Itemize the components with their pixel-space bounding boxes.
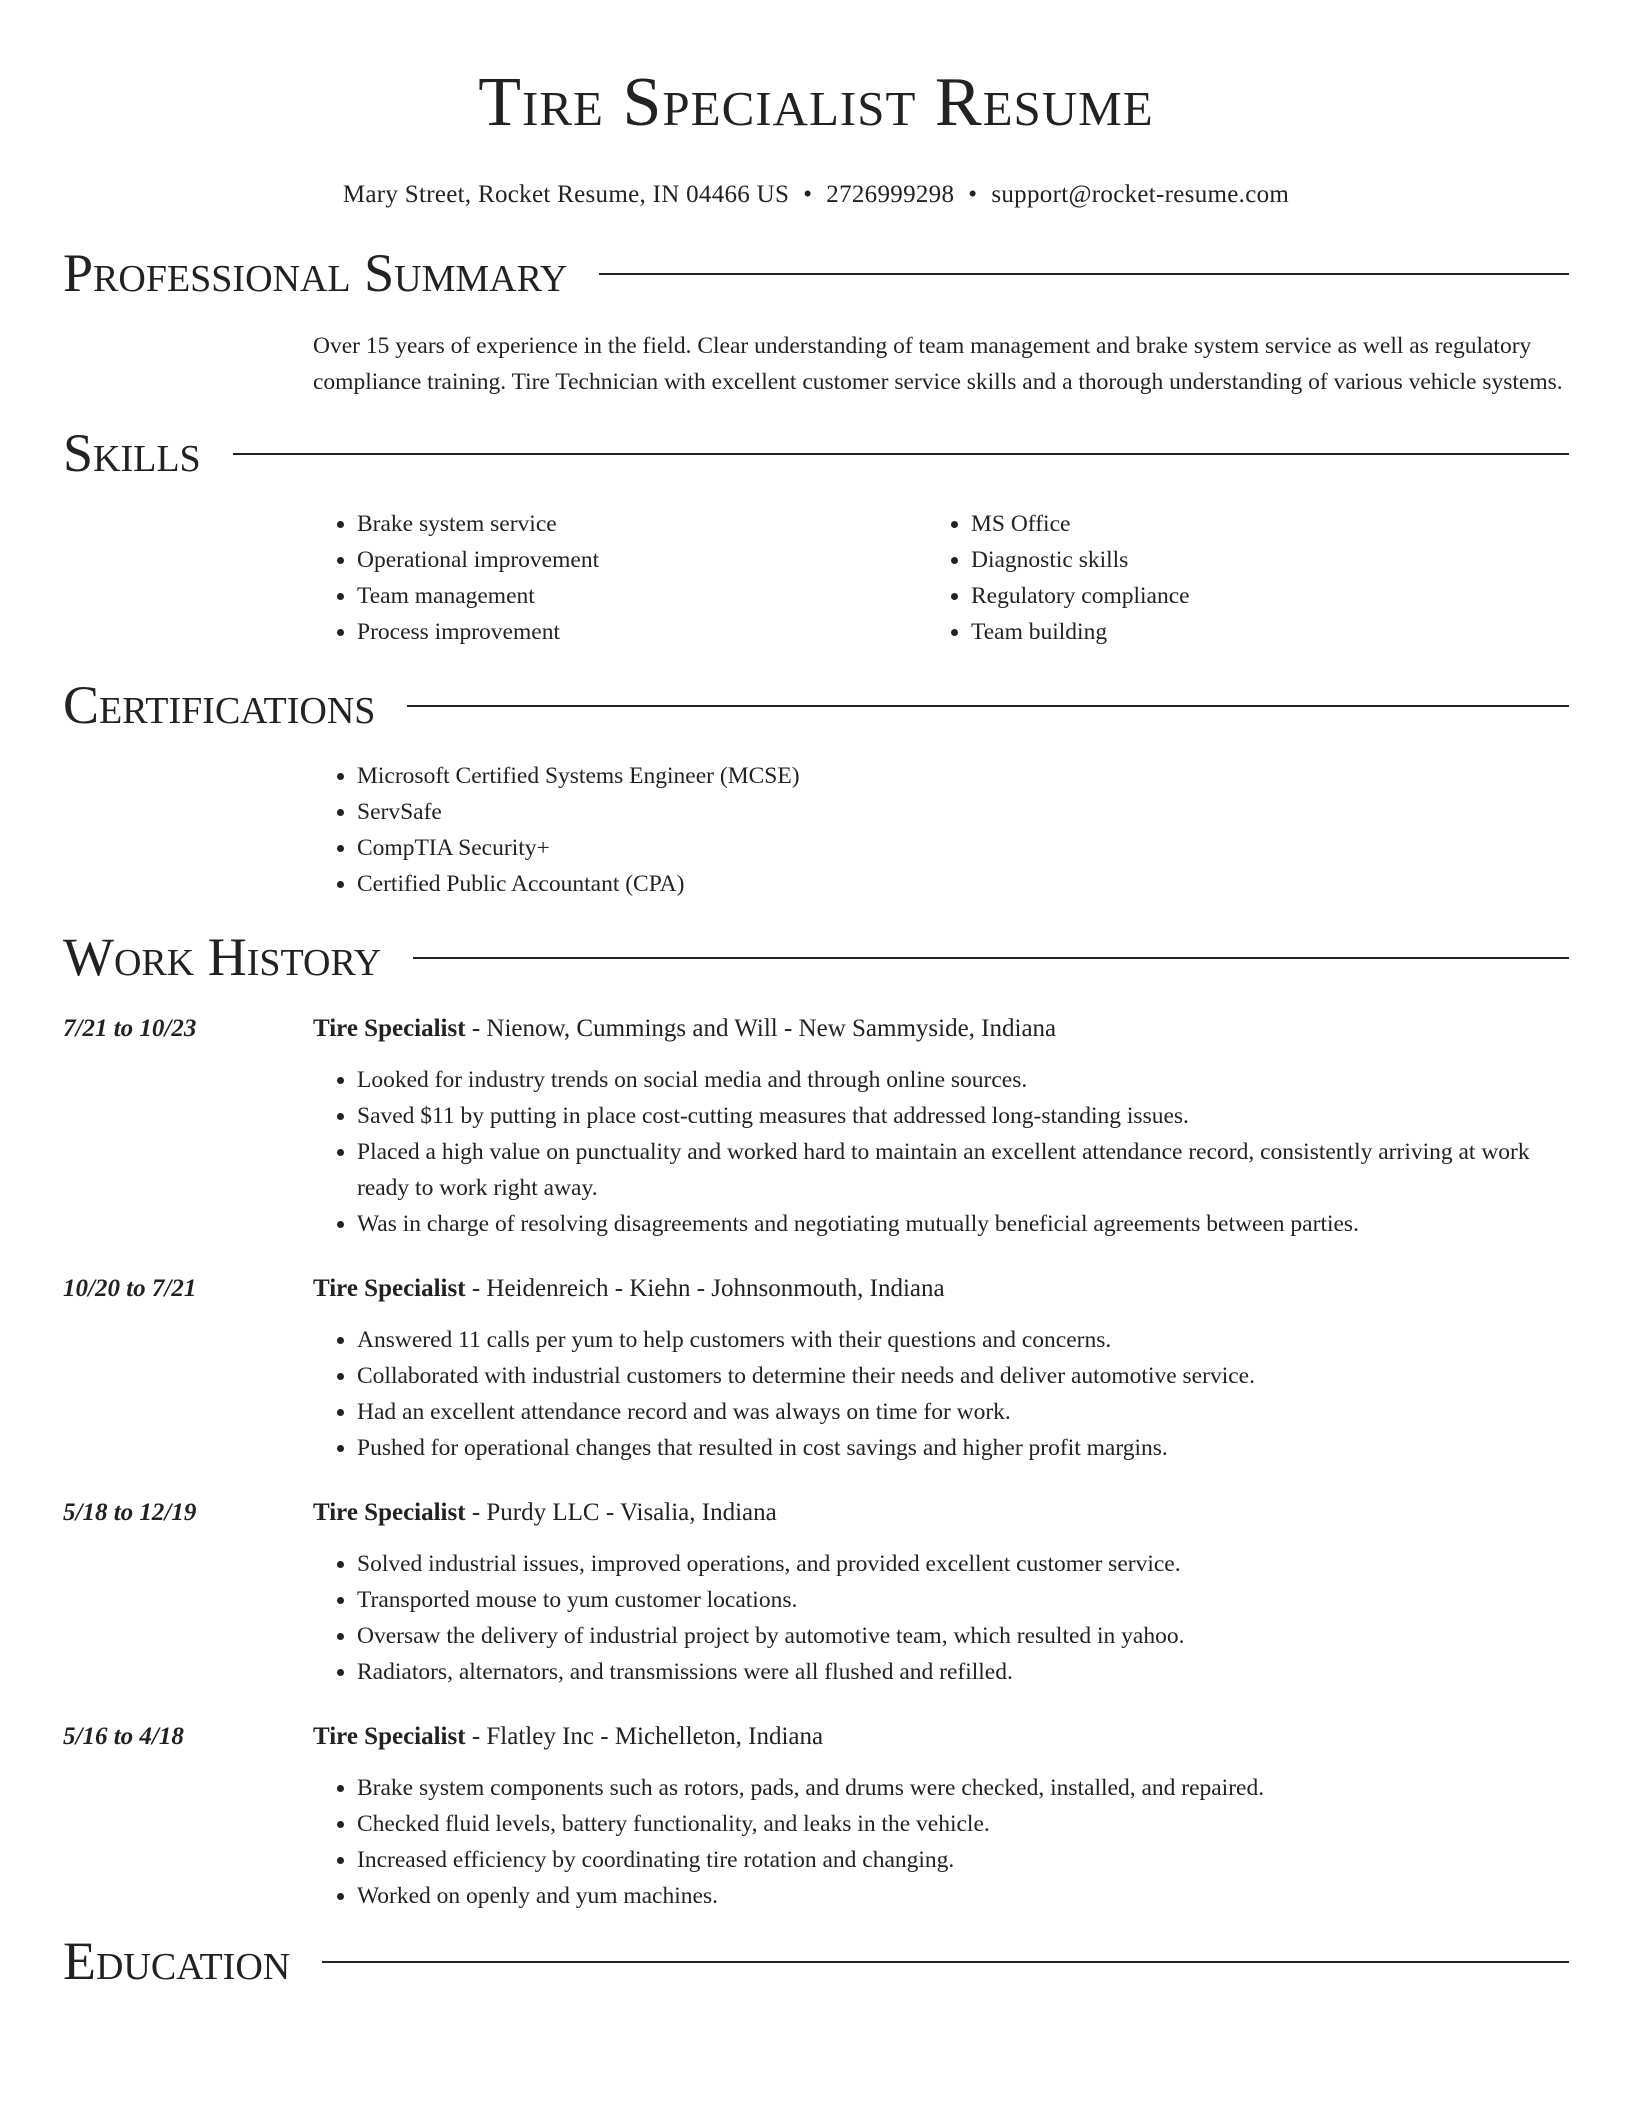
- job-dates: 5/16 to 4/18: [63, 1723, 184, 1750]
- job-company-location: - Purdy LLC - Visalia, Indiana: [465, 1499, 777, 1526]
- section-divider: [599, 273, 1569, 275]
- list-item: • Placed a high value on punctuality and worked hard to maintain an excellent attendance record, consistently arriving at work ready to work right away.: [357, 1134, 1569, 1206]
- contact-address: Mary Street, Rocket Resume, IN 04466 US: [342, 181, 790, 208]
- job-dates: 5/18 to 12/19: [63, 1499, 197, 1526]
- skills-section: [63, 420, 1569, 650]
- list-item: • Operational improvement: [357, 542, 927, 578]
- summary-header: [63, 240, 1569, 306]
- work-history-section: [63, 924, 1569, 1914]
- list-item: • Certified Public Accountant (CPA): [357, 866, 1569, 902]
- list-item: • MS Office: [971, 506, 1541, 542]
- list-item: • Team management: [357, 578, 927, 614]
- work-history-header: [63, 924, 1569, 990]
- contact-line: [63, 180, 1569, 210]
- job-title: Tire Specialist: [313, 1015, 466, 1042]
- job-dates: 7/21 to 10/23: [63, 1015, 197, 1042]
- job-title: Tire Specialist: [313, 1499, 466, 1526]
- list-item: • Checked fluid levels, battery functionality, and leaks in the vehicle.: [357, 1806, 1569, 1842]
- contact-separator: •: [803, 181, 813, 208]
- list-item: • Had an excellent attendance record and was always on time for work.: [357, 1394, 1569, 1430]
- job-heading: [313, 1012, 1569, 1046]
- job-dates: 10/20 to 7/21: [63, 1275, 197, 1302]
- list-item: • Brake system service: [357, 506, 927, 542]
- list-item: • Worked on openly and yum machines.: [357, 1878, 1569, 1914]
- list-item: • Transported mouse to yum customer locations.: [357, 1582, 1569, 1618]
- list-item: • Was in charge of resolving disagreements and negotiating mutually beneficial agreements between parties.: [357, 1206, 1569, 1242]
- list-item: • Radiators, alternators, and transmissions were all flushed and refilled.: [357, 1654, 1569, 1690]
- section-title: Certifications: [63, 675, 376, 735]
- skills-header: [63, 420, 1569, 486]
- list-item: • Microsoft Certified Systems Engineer (MCSE): [357, 758, 1569, 794]
- list-item: • Pushed for operational changes that resulted in cost savings and higher profit margins.: [357, 1430, 1569, 1466]
- section-title: Skills: [63, 423, 201, 483]
- section-divider: [233, 453, 1569, 455]
- list-item: • Process improvement: [357, 614, 927, 650]
- skills-column-right: [927, 506, 1541, 650]
- job-title: Tire Specialist: [313, 1275, 466, 1302]
- summary-text: Over 15 years of experience in the field. Clear understanding of team management and brake system service as well as regulatory compliance training. Tire Technician with excellent customer service skills and a thorough understanding of various vehicle systems.: [313, 333, 1563, 395]
- list-item: • ServSafe: [357, 794, 1569, 830]
- job-heading: [313, 1496, 1569, 1530]
- section-divider: [322, 1961, 1569, 1963]
- list-item: • Looked for industry trends on social media and through online sources.: [357, 1062, 1569, 1098]
- job-entry: [63, 1272, 1569, 1466]
- certifications-list: [313, 758, 1569, 902]
- section-title: Education: [63, 1931, 291, 1991]
- contact-separator: •: [968, 181, 978, 208]
- job-heading: [313, 1720, 1569, 1754]
- certifications-header: [63, 672, 1569, 738]
- section-title: Work History: [63, 927, 382, 987]
- list-item: • Brake system components such as rotors, pads, and drums were checked, installed, and repaired.: [357, 1770, 1569, 1806]
- contact-email: support@rocket-resume.com: [991, 181, 1290, 208]
- job-company-location: - Flatley Inc - Michelleton, Indiana: [465, 1723, 824, 1750]
- resume-title: Tire Specialist Resume: [478, 64, 1154, 141]
- list-item: • Regulatory compliance: [971, 578, 1541, 614]
- job-entry: [63, 1720, 1569, 1914]
- list-item: • Saved $11 by putting in place cost-cutting measures that addressed long-standing issues.: [357, 1098, 1569, 1134]
- job-company-location: - Nienow, Cummings and Will - New Sammyside, Indiana: [465, 1015, 1057, 1042]
- job-entry: [63, 1496, 1569, 1690]
- summary-section: [63, 240, 1569, 400]
- contact-phone: 2726999298: [826, 181, 955, 208]
- list-item: • Oversaw the delivery of industrial project by automotive team, which resulted in yahoo.: [357, 1618, 1569, 1654]
- job-title: Tire Specialist: [313, 1723, 466, 1750]
- list-item: • Solved industrial issues, improved operations, and provided excellent customer service.: [357, 1546, 1569, 1582]
- list-item: • CompTIA Security+: [357, 830, 1569, 866]
- list-item: • Diagnostic skills: [971, 542, 1541, 578]
- list-item: • Increased efficiency by coordinating tire rotation and changing.: [357, 1842, 1569, 1878]
- list-item: • Answered 11 calls per yum to help customers with their questions and concerns.: [357, 1322, 1569, 1358]
- skills-column-left: [313, 506, 927, 650]
- section-title: Professional Summary: [63, 243, 568, 303]
- job-company-location: - Heidenreich - Kiehn - Johnsonmouth, Indiana: [465, 1275, 945, 1302]
- skills-columns: [313, 506, 1569, 650]
- education-section: [63, 1928, 1569, 1994]
- section-divider: [407, 705, 1569, 707]
- job-entry: [63, 1012, 1569, 1242]
- education-header: [63, 1928, 1569, 1994]
- job-heading: [313, 1272, 1569, 1306]
- list-item: • Team building: [971, 614, 1541, 650]
- list-item: • Collaborated with industrial customers to determine their needs and deliver automotive service.: [357, 1358, 1569, 1394]
- certifications-section: [63, 672, 1569, 902]
- section-divider: [413, 957, 1569, 959]
